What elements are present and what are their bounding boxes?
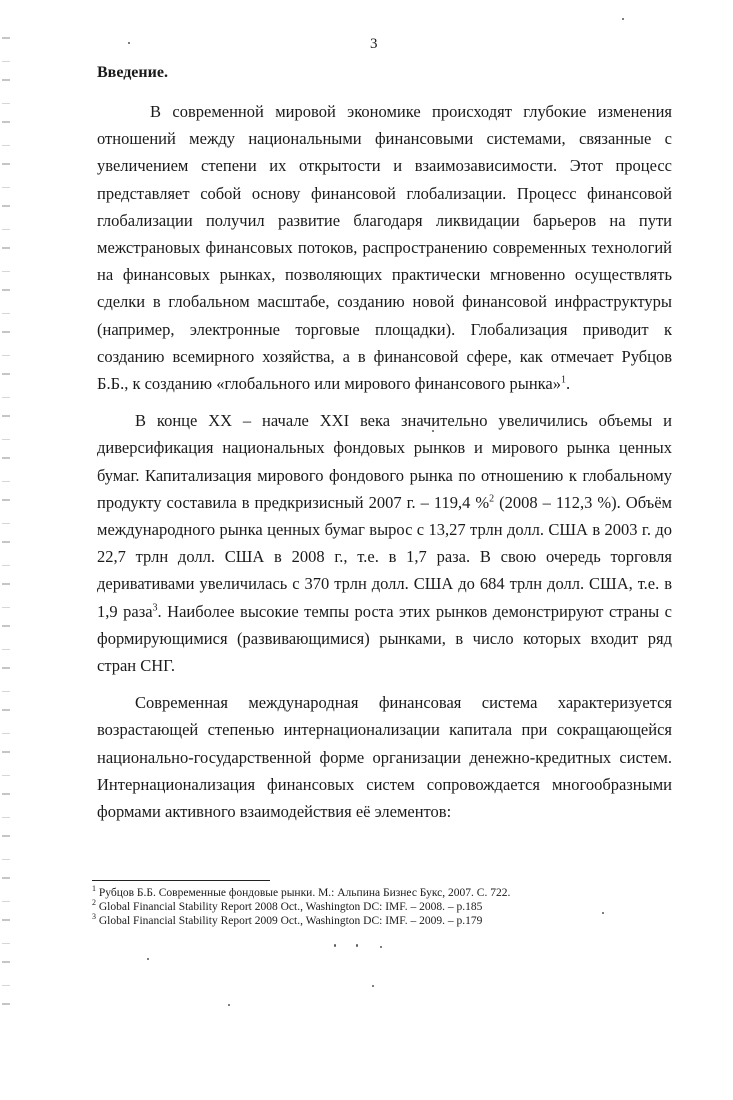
paragraph-text: В современной мировой экономике происходят глубокие изменения отношений между национальными финансовыми системами, связанные с увеличением степени их открытости и взаимозависимости. Этот процесс представляет собой основу финансовой глобализации. Процесс финансовой глобализации получил развитие благодаря ликвидации барьеров на пути межстрановых финансовых потоков, распространению современных технологий на финансовых рынках, позволяющих практически мгновенно осуществлять сделки в глобальном масштабе, созданию новой финансовой инфраструктуры (например, электронные торговые площадки). Глобализация приводит к созданию всемирного хозяйства, а в финансовой сфере, как отмечает Рубцов Б.Б., к созданию «глобального или мирового финансового рынка» — [97, 102, 672, 394]
paragraph — [97, 689, 672, 825]
speck — [602, 912, 604, 914]
footnote-ref: 3 — [152, 602, 158, 614]
speck — [372, 985, 374, 987]
speck — [228, 1004, 230, 1006]
footnote — [92, 914, 652, 928]
footnote-text: Global Financial Stability Report 2008 Oct., Washington DC: IMF. – 2008. – p.185 — [98, 901, 483, 913]
paragraph-text: . Наиболее высокие темпы роста этих рынков демонстрируют страны с формирующимися (развивающимися) рынками, в число которых входит ряд стран СНГ. — [97, 601, 672, 676]
speck — [622, 18, 624, 20]
speck — [147, 958, 149, 960]
section-heading: Введение. — [97, 64, 168, 81]
footnote-mark: 2 — [92, 898, 96, 908]
page-number: 3 — [370, 36, 378, 52]
footnote-separator — [92, 880, 270, 881]
footnote — [92, 900, 652, 914]
speck — [334, 944, 336, 947]
paragraph — [97, 98, 672, 397]
paragraph — [97, 407, 672, 679]
footnotes — [92, 886, 652, 928]
speck — [380, 946, 382, 948]
footnote-ref: 1 — [561, 374, 567, 386]
speck — [356, 944, 358, 947]
scan-edge-artifacts — [2, 20, 10, 1020]
paragraph-text: (2008 – 112,3 %). Объём международного рынка ценных бумаг вырос с 13,27 трлн долл. США в 2003 г. до 22,7 трлн долл. США в 2008 г., т.е. в 1,7 раза. В свою очередь торговля деривативами увеличилась с 370 трлн долл. США до 684 трлн долл. США, т.е. в 1,9 раза — [97, 492, 672, 621]
speck — [128, 42, 130, 44]
paragraph-text: Современная международная финансовая система характеризуется возрастающей степенью интернационализации капитала при сокращающейся национально-государственной форме организации денежно-кредитных систем. Интернационализация финансовых систем сопровождается многообразными формами активного взаимодействия её элементов: — [97, 693, 672, 822]
body-text — [97, 98, 672, 835]
footnote-text: Global Financial Stability Report 2009 Oct., Washington DC: IMF. – 2009. – p.179 — [98, 915, 483, 927]
footnote-ref: 2 — [489, 493, 495, 505]
speck — [432, 430, 434, 432]
footnote-text: Рубцов Б.Б. Современные фондовые рынки. М.: Альпина Бизнес Букс, 2007. С. 722. — [98, 887, 511, 899]
footnote-mark: 3 — [92, 912, 96, 922]
footnote — [92, 886, 652, 900]
footnote-mark: 1 — [92, 884, 96, 894]
paragraph-text: . — [566, 374, 571, 394]
paragraph-text: В конце XX – начале XXI века значительно увеличились объемы и диверсификация национальных фондовых рынков и мирового рынка ценных бумаг. Капитализация мирового фондового рынка по отношению к глобальному продукту составила в предкризисный 2007 г. – 119,4 % — [97, 411, 672, 512]
